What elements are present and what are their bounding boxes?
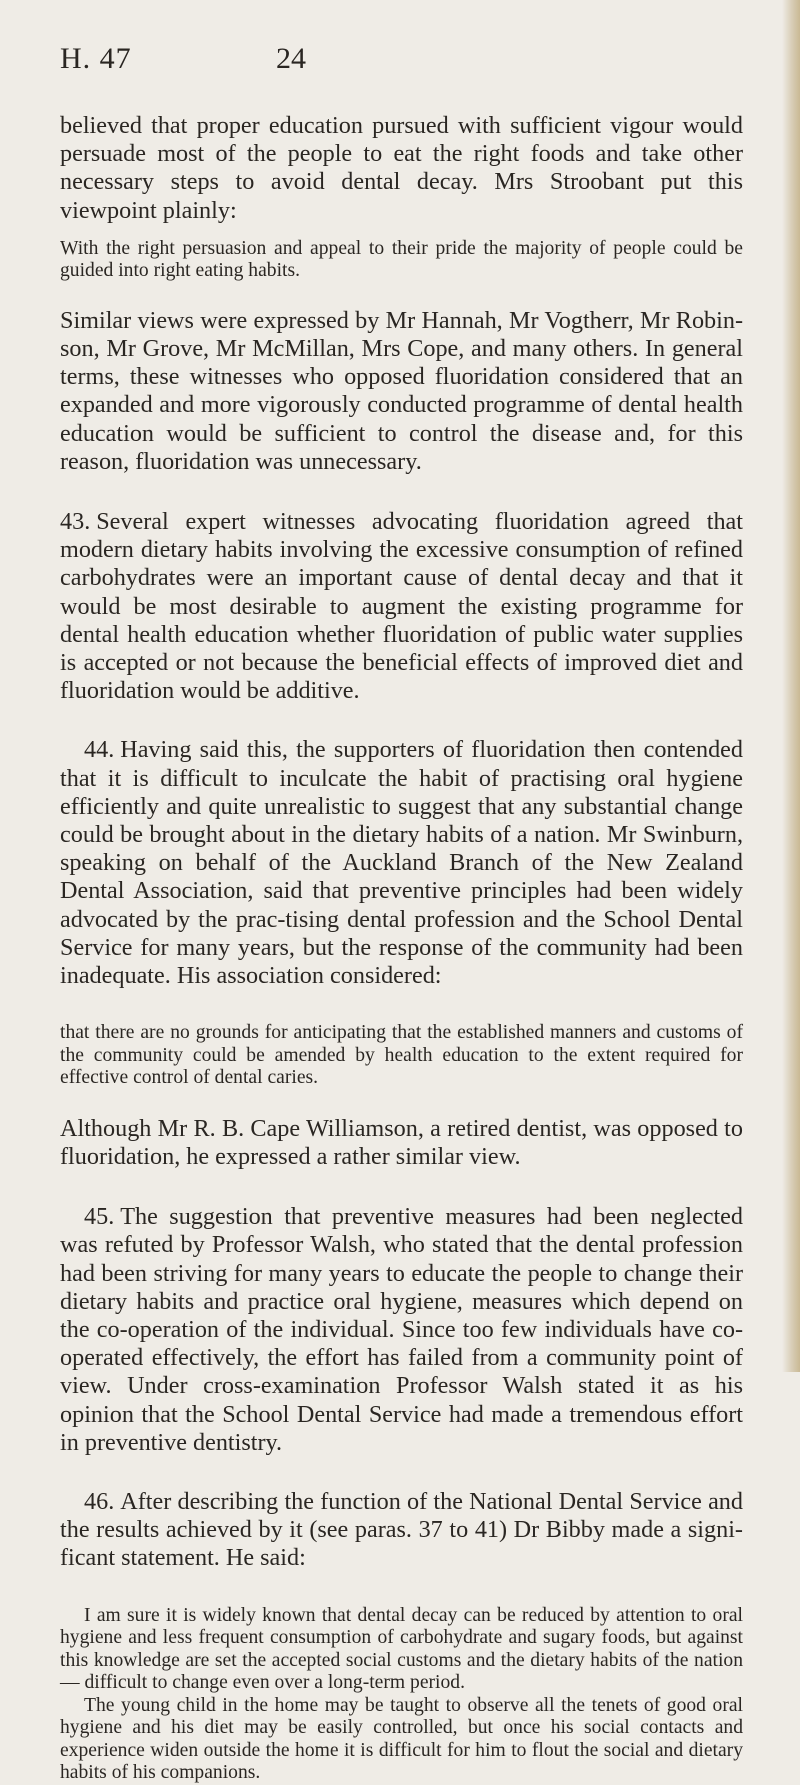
paragraph-text: After describing the function of the National Dental Service and the results achieved by it (see paras. 37 to 41) Dr Bibby made a signi-ficant statement. He said:: [60, 1488, 743, 1572]
paragraph-43: [60, 508, 743, 705]
paragraph-text: Several expert witnesses advocating fluoridation agreed that modern dietary habits involving the excessive consumption of refined carbohydrates were an important cause of dental decay and that it would be most desirable to augment the existing programme for dental health education whether fluoridation of public water supplies is accepted or not because the beneficial effects of improved diet and fluoridation would be additive.: [60, 508, 743, 705]
paragraph-number: 44.: [84, 736, 115, 764]
quote-bibby-2: The young child in the home may be taught to observe all the tenets of good oral hygiene and his diet may be easily controlled, but once his social contacts and experience widen outside the home it is difficult for him to flout the social and dietary habits of his companions.: [60, 1694, 743, 1784]
paragraph-46: [60, 1488, 743, 1573]
paragraph-45: [60, 1203, 743, 1457]
paragraph-text: The suggestion that preventive measures had been neglected was refuted by Professor Walsh, who stated that the dental profession had been striving for many years to educate the people to change their dietary habits and practice oral hygiene, measures which depend on the co-operation of the individual. Since too few individuals have co-operated effectively, the effort has failed from a community point of view. Under cross-examination Professor Walsh stated it as his opinion that the School Dental Service had made a tremendous effort in preventive dentistry.: [60, 1203, 743, 1456]
paragraph-williamson: Although Mr R. B. Cape Williamson, a retired dentist, was opposed to fluoridation, he expressed a rather similar view.: [60, 1114, 743, 1170]
quote-association: that there are no grounds for anticipating that the established manners and customs of the community could be amended by health education to the extent required for effective control of dental caries.: [60, 1022, 743, 1089]
document-reference: H. 47: [60, 42, 132, 75]
page-edge: [782, 0, 800, 1372]
page-header: [60, 42, 740, 82]
paragraph-continued: believed that proper education pursued with sufficient vigour would persuade most of the people to eat the right foods and take other necessary steps to avoid dental decay. Mrs Stroobant put this viewpoint plainly:: [60, 112, 743, 224]
page-number: 24: [276, 42, 306, 75]
page-body: [60, 112, 743, 1785]
quote-stroobant: With the right persuasion and appeal to their pride the majority of people could be guided into right eating habits.: [60, 237, 743, 282]
paragraph-number: 46.: [84, 1488, 115, 1516]
paragraph-text: Having said this, the supporters of fluoridation then contended that it is difficult to inculcate the habit of practising oral hygiene efficiently and quite unrealistic to suggest that any substantial change could be brought about in the dietary habits of a nation. Mr Swinburn, speaking on behalf of the Auckland Branch of the New Zealand Dental Association, said that preventive principles had been widely advocated by the prac-tising dental profession and the School Dental Service for many years, but the response of the community had been inadequate. His association considered:: [60, 736, 743, 990]
quote-bibby-1: I am sure it is widely known that dental decay can be reduced by attention to oral hygiene and less frequent consumption of carbohydrate and sugary foods, but against this knowledge are set the accepted social customs and the dietary habits of the nation — difficult to change even over a long-term period.: [60, 1604, 743, 1694]
paragraph-similar-views: Similar views were expressed by Mr Hannah, Mr Vogtherr, Mr Robin-son, Mr Grove, Mr McMillan, Mrs Cope, and many others. In general terms, these witnesses who opposed fluoridation considered that an expanded and more vigorously conducted programme of dental health education would be sufficient to control the disease and, for this reason, fluoridation was unnecessary.: [60, 306, 743, 475]
paragraph-44: [60, 736, 743, 990]
paragraph-number: 45.: [84, 1203, 115, 1231]
paragraph-number: 43.: [60, 508, 91, 536]
